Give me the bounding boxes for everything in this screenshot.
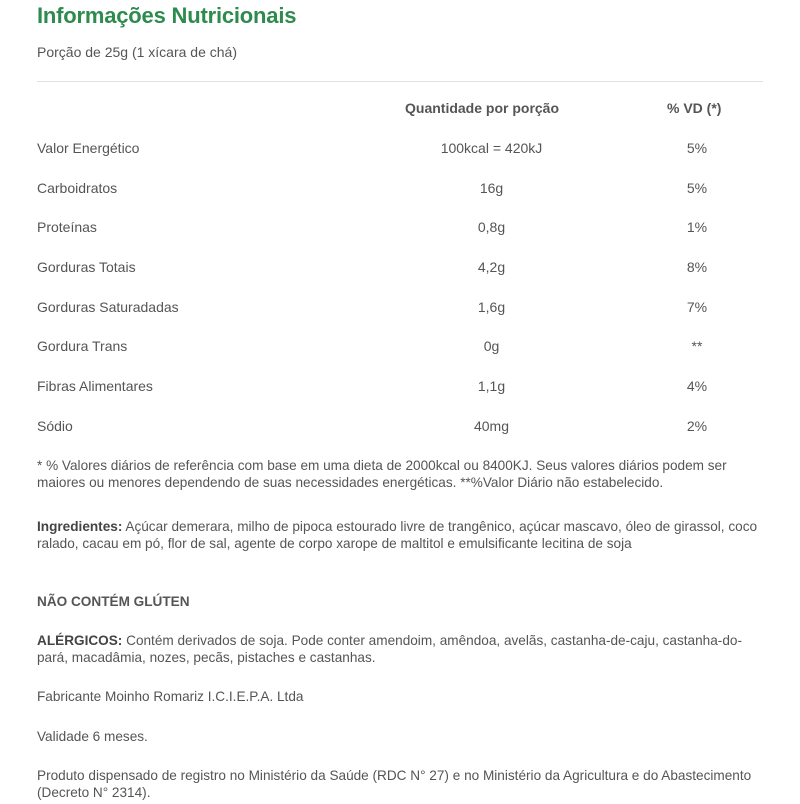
column-header-quantity: Quantidade por porção	[405, 100, 560, 116]
ingredients-text: Açúcar demerara, milho de pipoca estourado livre de trangênico, açúcar mascavo, óleo de girassol, coco ralado, cacau em pó, flor de sal, agente de corpo xarope de maltitol e emulsificante lecitina de soja	[37, 519, 758, 551]
nutrient-name: Fibras Alimentares	[37, 378, 153, 395]
table-row	[0, 299, 800, 339]
nutrient-quantity: 16g	[479, 179, 504, 196]
table-row	[0, 378, 800, 418]
nutrient-name: Carboidratos	[37, 179, 118, 196]
header-divider	[37, 81, 763, 82]
nutrient-name: Proteínas	[37, 219, 97, 236]
allergens-label: ALÉRGICOS:	[37, 633, 123, 648]
nutrient-vd: **	[691, 338, 703, 355]
registry-info: Produto dispensado de registro no Ministério da Saúde (RDC N° 27) e no Ministério da Agricultura e do Abastecimento (Decreto N° 2314).	[37, 768, 752, 800]
nutrient-quantity: 40mg	[473, 417, 510, 434]
validity-info: Validade 6 meses.	[37, 729, 148, 744]
nutrient-vd: 8%	[686, 259, 708, 276]
gluten-notice: NÃO CONTÉM GLÚTEN	[37, 594, 190, 609]
nutrient-quantity: 0,8g	[477, 219, 506, 236]
manufacturer-info: Fabricante Moinho Romariz I.C.I.E.P.A. Ltda	[37, 689, 304, 704]
page-title: Informações Nutricionais	[37, 3, 297, 28]
nutrient-vd: 5%	[686, 140, 708, 156]
nutrient-vd: 5%	[686, 179, 708, 196]
nutrient-quantity: 1,1g	[477, 378, 506, 395]
nutrient-quantity: 0g	[483, 338, 500, 355]
nutrient-quantity: 1,6g	[477, 298, 506, 315]
nutrient-vd: 7%	[686, 298, 708, 315]
table-row	[0, 140, 800, 180]
ingredients-label: Ingredientes:	[37, 519, 123, 534]
table-row	[0, 259, 800, 299]
allergens-section	[37, 632, 767, 666]
nutrient-vd: 1%	[686, 219, 708, 236]
nutrient-quantity: 100kcal = 420kJ	[440, 140, 543, 156]
nutrient-name: Valor Energético	[37, 140, 140, 156]
table-row	[0, 338, 800, 378]
nutrient-name: Gorduras Totais	[37, 259, 136, 276]
nutrient-vd: 2%	[686, 417, 708, 434]
nutrient-quantity: 4,2g	[477, 259, 506, 276]
nutrient-name: Gorduras Saturadadas	[37, 298, 179, 315]
nutrient-name: Gordura Trans	[37, 338, 128, 355]
table-row	[0, 219, 800, 259]
daily-value-footnote: * % Valores diários de referência com base em uma dieta de 2000kcal ou 8400KJ. Seus valores diários podem ser maiores ou menores dependendo de suas necessidades energéticas. **%Valor Diário não estabelecido.	[37, 458, 727, 490]
column-header-vd: % VD (*)	[667, 100, 722, 116]
table-row	[0, 418, 800, 458]
nutrition-table	[0, 140, 800, 458]
nutrient-vd: 4%	[686, 378, 708, 395]
ingredients-section	[37, 518, 767, 552]
table-row	[0, 180, 800, 220]
nutrient-name: Sódio	[37, 417, 73, 434]
allergens-text: Contém derivados de soja. Pode conter amendoim, amêndoa, avelãs, castanha-de-caju, castanha-do-pará, macadâmia, nozes, pecãs, pistaches e castanhas.	[37, 633, 742, 665]
portion-size: Porção de 25g (1 xícara de chá)	[37, 44, 238, 60]
